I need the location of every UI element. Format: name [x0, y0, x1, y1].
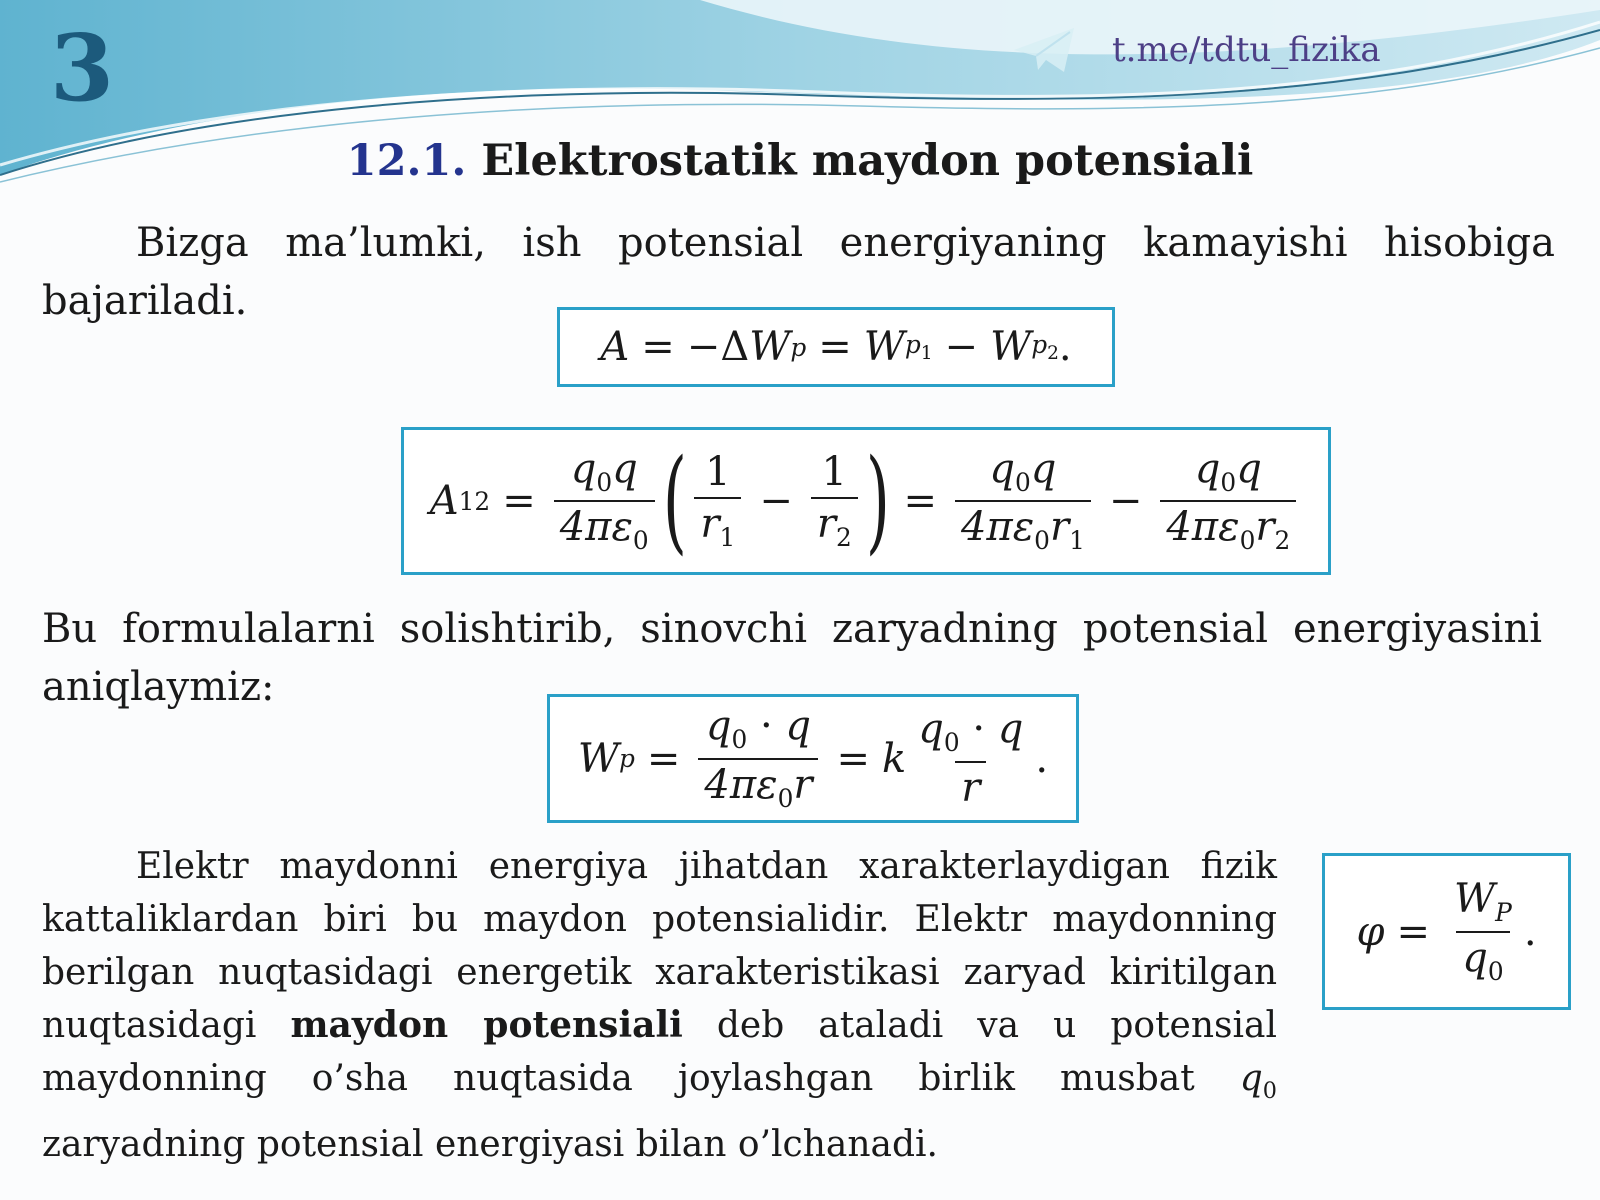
- symbol-A: A: [600, 324, 630, 370]
- subscript-p: p: [790, 332, 807, 362]
- operator-equals: =: [818, 324, 852, 370]
- right-paren: ): [865, 436, 890, 566]
- paragraph-compare-formulas: Bu formulalarni solishtirib, sinovchi zaryadning potensial energiyasini aniqlaymiz:: [42, 606, 1542, 710]
- subscript-p: p: [904, 330, 921, 360]
- operator-equals: =: [1396, 908, 1430, 955]
- fraction-1-over-r2: $\frac{1}{r_2}$: [811, 451, 858, 551]
- operator-minus: −: [1108, 478, 1143, 524]
- formula-potential-phi: [1322, 853, 1571, 1010]
- channel-link[interactable]: t.me/tdtu_fizika: [1112, 30, 1381, 70]
- formula-potential-energy-Wp: [547, 694, 1079, 823]
- fraction-q0q-over-4pieps0r2: $\frac{q_0q}{4\pi\varepsilon_0r_2}$: [1160, 448, 1296, 554]
- subscript-p: p: [1031, 330, 1048, 360]
- fraction-q0q-over-4pieps0: $\frac{q_0q}{4\pi\varepsilon_0}$: [554, 448, 655, 554]
- subscript-1: 1: [920, 342, 933, 364]
- formula-work-potential-energy: [557, 307, 1115, 387]
- operator-equals: =: [836, 735, 870, 782]
- operator-equals: =: [502, 478, 536, 524]
- fraction-q0q-over-r: $\frac{q_0 \cdot q}{r}$: [918, 706, 1024, 811]
- operator-equals: =: [646, 735, 681, 782]
- fraction-q0q-over-4pieps0r: $\frac{q_0 \cdot q}{4\pi\varepsilon_0r}$: [698, 705, 818, 811]
- telegram-plane-icon: [1010, 22, 1080, 78]
- subscript-2: 2: [1047, 342, 1059, 364]
- symbol-W: W: [990, 324, 1032, 370]
- operator-equals: =: [641, 324, 675, 370]
- symbol-k: k: [882, 735, 907, 782]
- subscript-p: p: [618, 744, 635, 773]
- operator-minus: −: [759, 478, 793, 524]
- fraction-Wp-over-q0: $\frac{W_P}{q_0}$: [1454, 876, 1512, 986]
- period: .: [1058, 324, 1072, 370]
- symbol-phi: φ: [1356, 908, 1385, 955]
- slide-title: [0, 136, 1600, 186]
- symbol-W: W: [577, 735, 619, 782]
- symbol-W: W: [749, 324, 791, 370]
- formula-work-A12: [401, 427, 1331, 575]
- operator-minus-delta: −Δ: [686, 324, 750, 370]
- operator-equals: =: [903, 478, 937, 524]
- period: .: [1035, 735, 1049, 782]
- section-number: 12.1.: [346, 136, 467, 186]
- operator-minus: −: [944, 324, 979, 370]
- period: .: [1523, 908, 1537, 955]
- term-maydon-potensiali: maydon potensiali: [290, 1004, 683, 1046]
- subscript-12: 12: [458, 486, 491, 516]
- fraction-q0q-over-4pieps0r1: $\frac{q_0q}{4\pi\varepsilon_0r_1}$: [955, 448, 1091, 554]
- section-title: Elektrostatik maydon potensiali: [481, 136, 1254, 186]
- slide-number: 3: [50, 14, 115, 122]
- symbol-A: A: [429, 478, 459, 524]
- paragraph-field-potential-definition: Elektr maydonni energiya jihatdan xarakterlaydigan fizik kattaliklardan biri bu maydon potensialidir. Elektr maydonning berilgan nuqtasidagi energetik xarakteristikasi zaryad kiritilgan nuqtasidagi maydon potensiali deb ataladi va u potensial maydonning o’sha nuqtasida joylashgan birlik musbat $q_0$ zaryadning potensial energiyasi bilan o’lchanadi.: [42, 846, 1277, 1166]
- paragraph-work-energy: Bizga ma’lumki, ish potensial energiyaning kamayishi hisobiga bajariladi.: [42, 220, 1555, 324]
- left-paren: (: [662, 436, 687, 566]
- symbol-W: W: [863, 324, 905, 370]
- fraction-1-over-r1: $\frac{1}{r_1}$: [694, 451, 741, 551]
